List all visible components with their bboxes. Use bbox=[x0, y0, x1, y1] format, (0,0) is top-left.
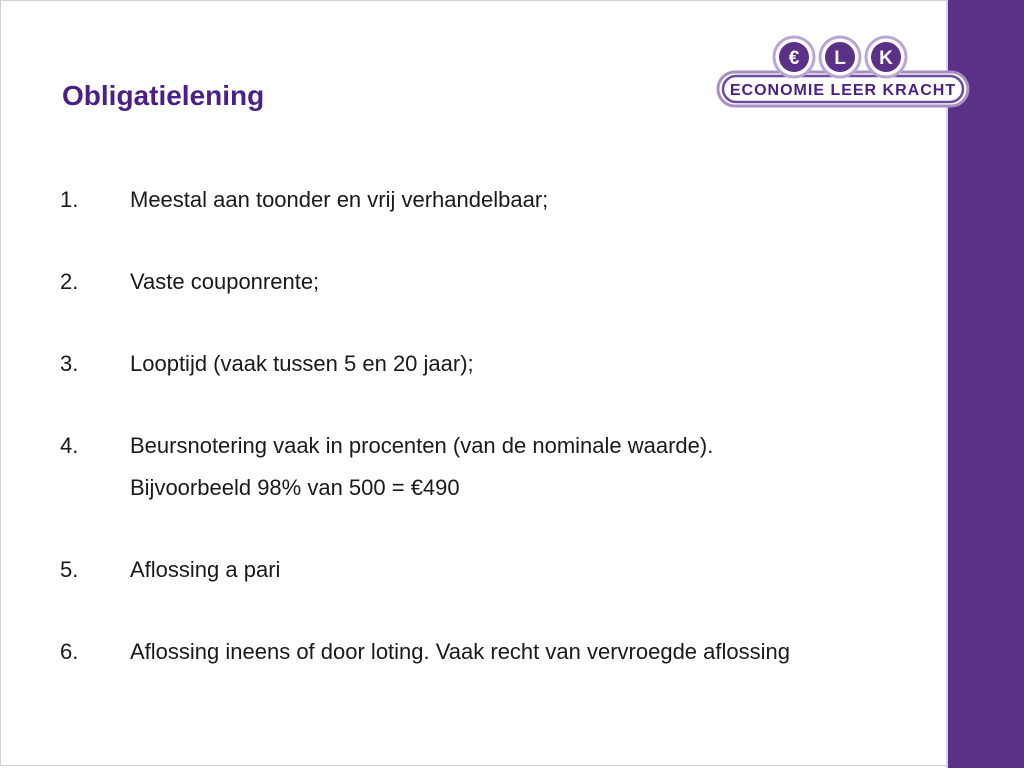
list-item-text: Aflossing ineens of door loting. Vaak recht van vervroegde aflossing bbox=[130, 639, 790, 664]
list-item bbox=[60, 184, 920, 216]
list-item-number: 4. bbox=[60, 433, 79, 458]
numbered-list bbox=[60, 184, 920, 668]
list-item-text: Meestal aan toonder en vrij verhandelbaar; bbox=[130, 187, 549, 212]
elk-logo-icon bbox=[714, 34, 972, 112]
list-item bbox=[60, 348, 920, 380]
slide-title: Obligatielening bbox=[62, 80, 265, 111]
list-item-number: 5. bbox=[60, 557, 79, 582]
list-item bbox=[60, 266, 920, 298]
euro-symbol: € bbox=[788, 48, 800, 69]
purple-sidebar bbox=[948, 0, 1024, 768]
l-circle bbox=[820, 37, 860, 77]
list-item-example: Bijvoorbeeld 98% van 500 = €490 bbox=[130, 475, 460, 500]
k-circle bbox=[866, 37, 906, 77]
list-item-number: 2. bbox=[60, 269, 79, 294]
list-item-number: 3. bbox=[60, 351, 79, 376]
list-item-number: 1. bbox=[60, 187, 79, 212]
list-item-number: 6. bbox=[60, 639, 79, 664]
list-item-text: Beursnotering vaak in procenten (van de nominale waarde). bbox=[130, 433, 714, 458]
list-item-text: Vaste couponrente; bbox=[130, 269, 320, 294]
list-item bbox=[60, 636, 920, 668]
k-symbol: K bbox=[879, 48, 893, 69]
list-item-text: Aflossing a pari bbox=[130, 557, 281, 582]
list-item bbox=[60, 554, 920, 586]
list-item-text: Looptijd (vaak tussen 5 en 20 jaar); bbox=[130, 351, 474, 376]
l-symbol: L bbox=[834, 48, 846, 69]
euro-circle bbox=[774, 37, 814, 77]
list-item bbox=[60, 430, 920, 504]
logo-text: ECONOMIE LEER KRACHT bbox=[729, 82, 957, 99]
